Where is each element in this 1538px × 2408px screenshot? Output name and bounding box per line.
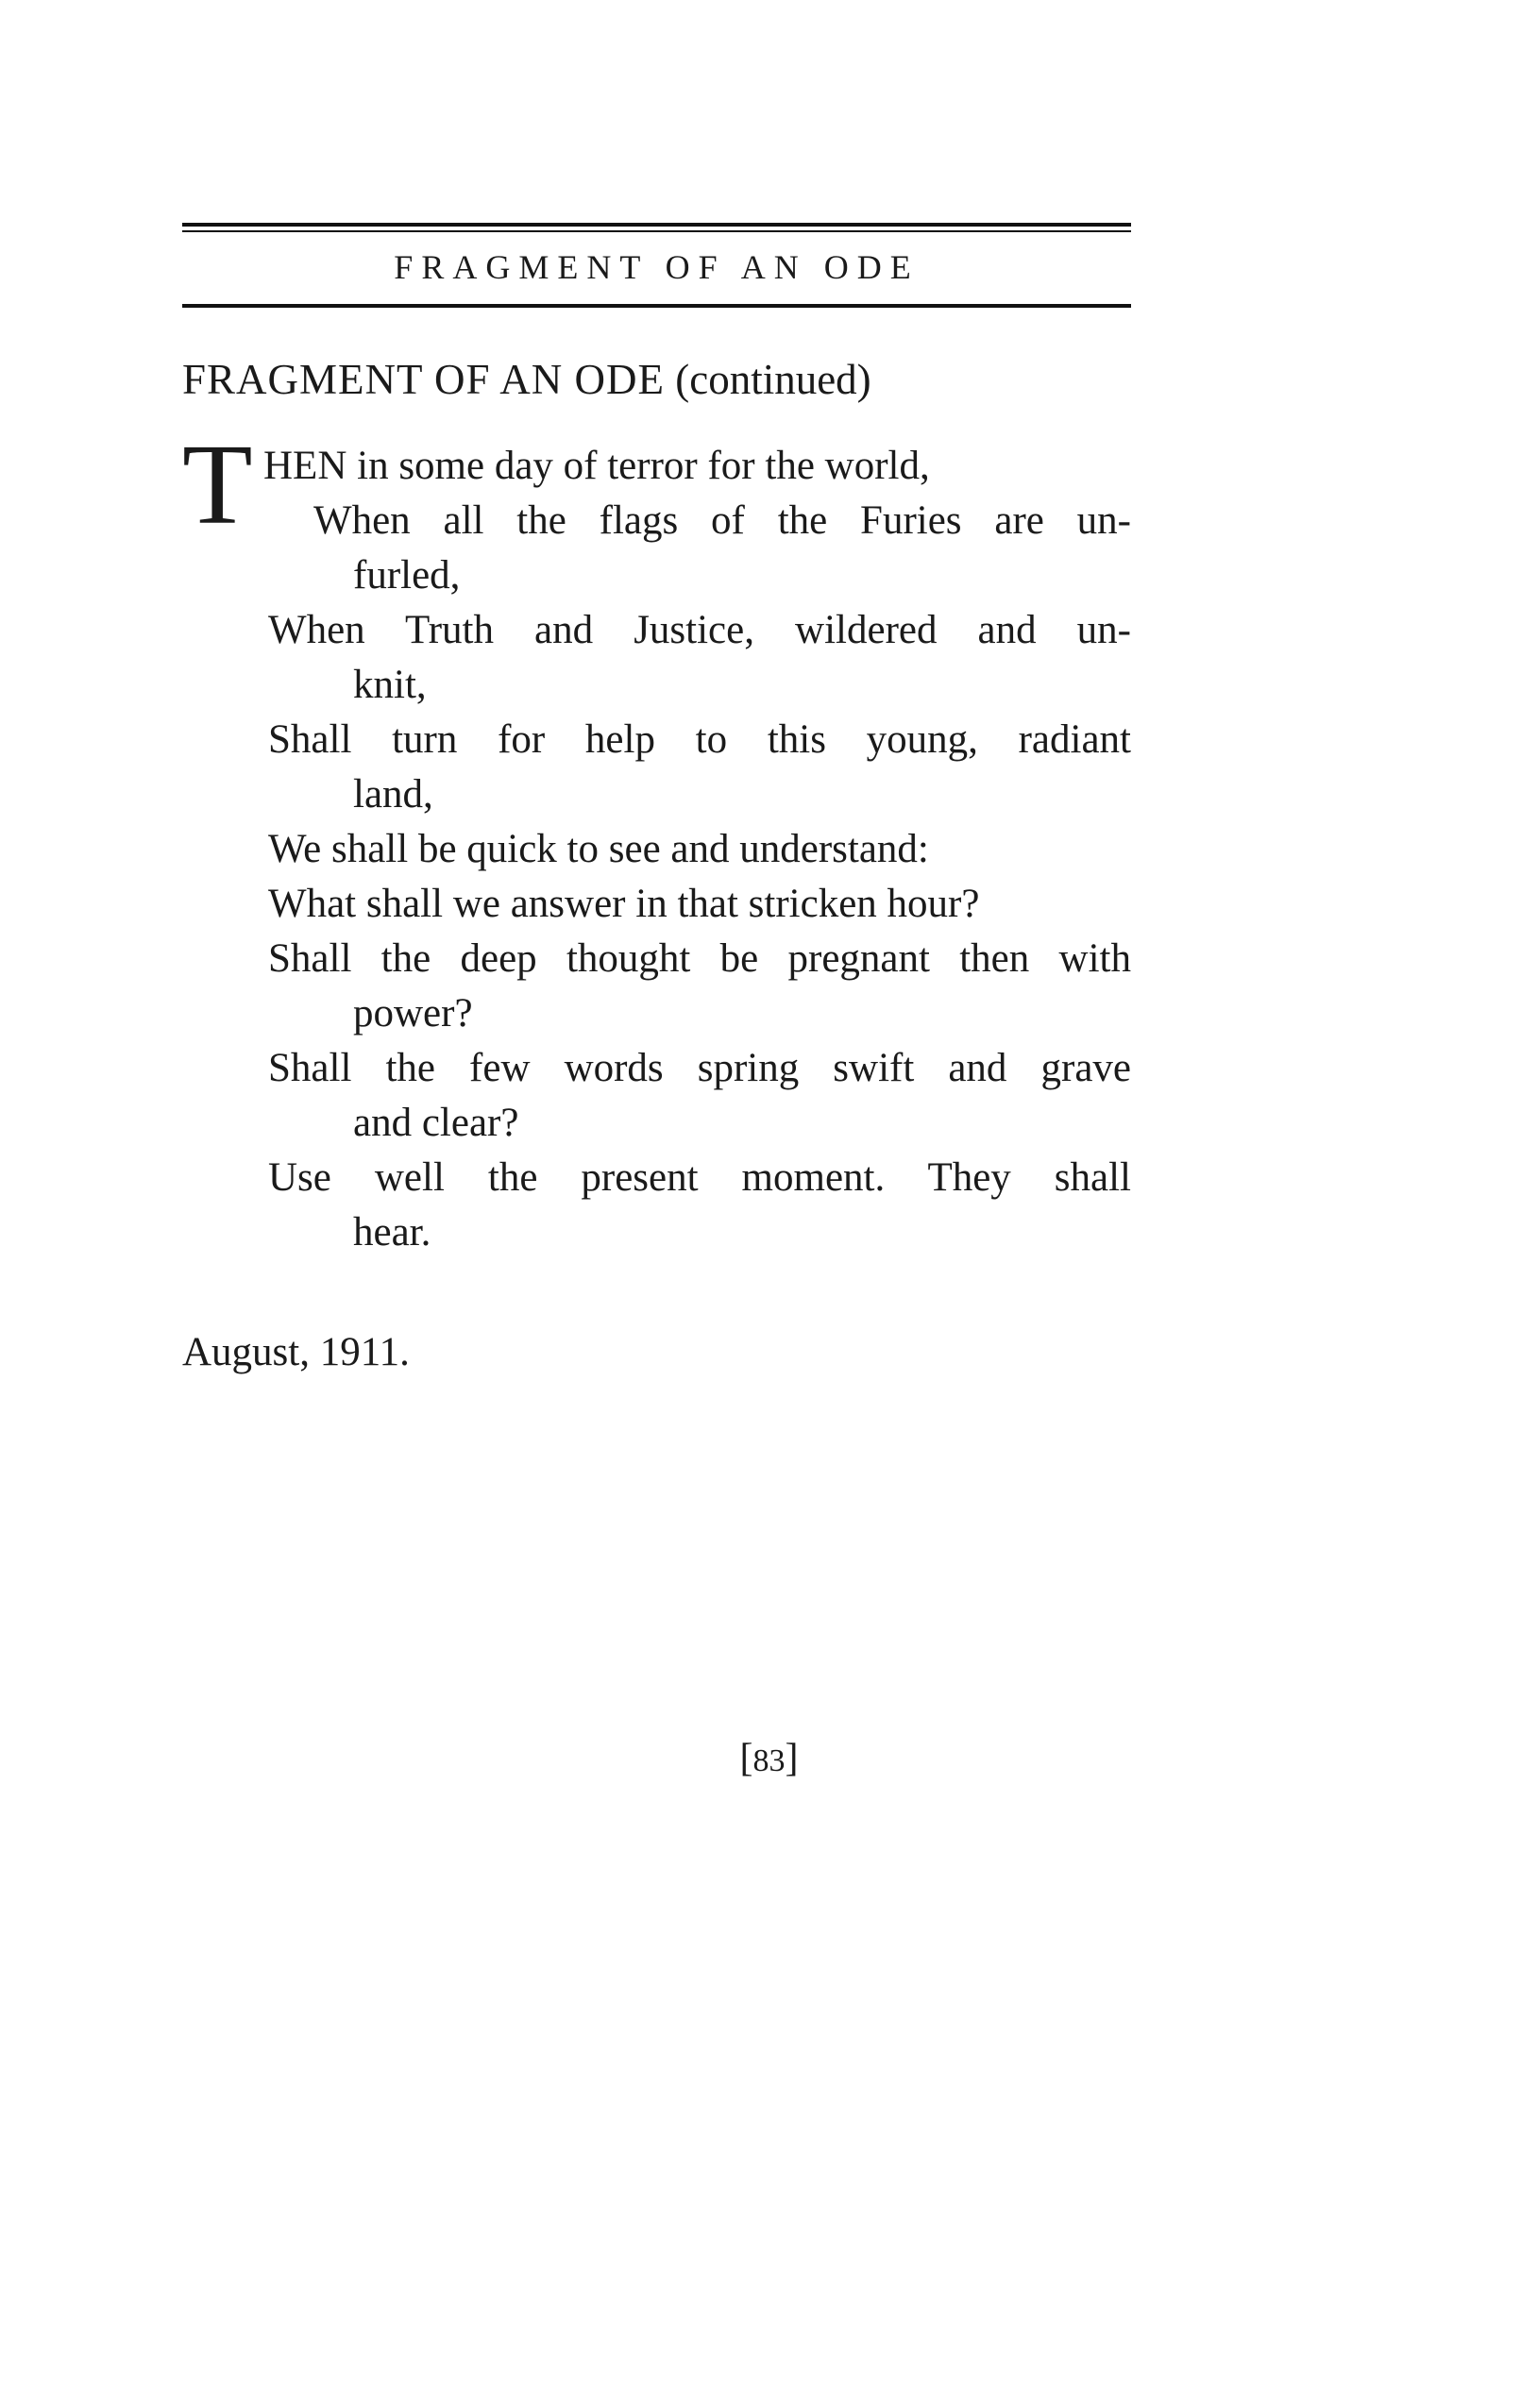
- poem-date: August, 1911.: [182, 1330, 410, 1374]
- poem-line: hear.: [353, 1210, 431, 1255]
- poem-title-suffix: (continued): [675, 356, 871, 403]
- drop-cap: T: [182, 421, 253, 548]
- page-number-open-bracket: [: [739, 1737, 753, 1780]
- poem-line: Shall the deep thought be pregnant then with: [268, 936, 1131, 981]
- poem-line: We shall be quick to see and understand:: [268, 827, 929, 871]
- poem-line: furled,: [353, 553, 461, 598]
- running-head: FRAGMENT OF AN ODE: [394, 248, 920, 286]
- header-rule-thin: [182, 230, 1131, 232]
- poem-line: land,: [353, 772, 433, 817]
- poem-line: HEN in some day of terror for the world,: [263, 444, 930, 488]
- poem-line: When all the flags of the Furies are un-: [313, 498, 1131, 543]
- poem-line: power?: [353, 991, 473, 1036]
- poem-line: What shall we answer in that stricken hour?: [268, 882, 980, 926]
- poem-line: Use well the present moment. They shall: [268, 1155, 1131, 1200]
- page-number: [0, 1732, 1538, 1788]
- header-rule-thick: [182, 223, 1131, 227]
- poem-line: Shall turn for help to this young, radiant: [268, 717, 1131, 762]
- poem-title: [182, 351, 871, 408]
- poem-line: and clear?: [353, 1101, 519, 1145]
- poem-title-main: FRAGMENT OF AN ODE: [182, 356, 665, 403]
- header-double-rule: [182, 223, 1131, 234]
- page-number-close-bracket: ]: [785, 1737, 799, 1780]
- header-rule-bottom: [182, 304, 1131, 308]
- page-number-value: 83: [752, 1743, 786, 1778]
- poem-line: When Truth and Justice, wildered and un-: [268, 608, 1131, 652]
- poem-line: knit,: [353, 663, 427, 707]
- poem-line: Shall the few words spring swift and grave: [268, 1046, 1131, 1090]
